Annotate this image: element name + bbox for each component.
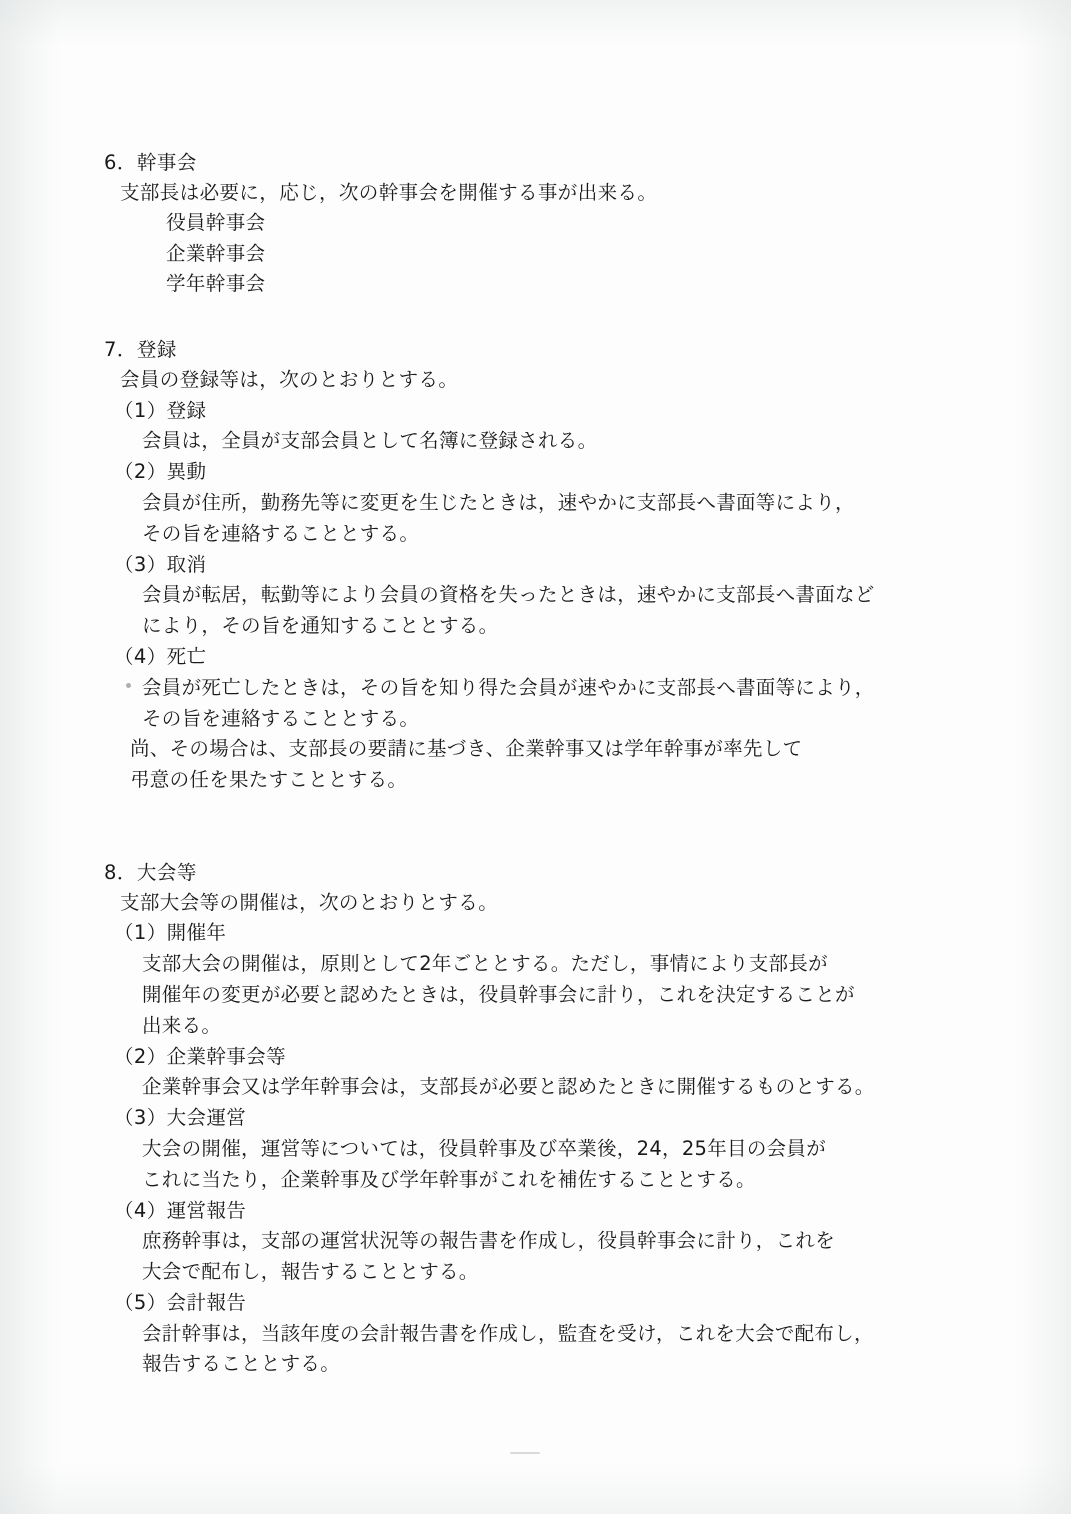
clause-item [104, 457, 984, 549]
clause-line: 大会の開催，運営等については，役員幹事及び卒業後，24，25年目の会員が [142, 1136, 827, 1160]
clause-line: 出来る。 [142, 1013, 222, 1037]
section-heading: 6．幹事会 [104, 151, 197, 174]
clause-item [104, 396, 984, 458]
clause-label: （2）企業幹事会等 [114, 1044, 287, 1068]
clause-line: 開催年の変更が必要と認めたときは，役員幹事会に計り，これを決定することが [142, 982, 855, 1006]
clause-label: （3）取消 [114, 552, 207, 576]
section-heading: 7．登録 [104, 338, 177, 362]
clause-label: （1）開催年 [114, 921, 227, 945]
section-note-line: 弔意の任を果たすこととする。 [130, 768, 408, 792]
clause-line: 会員が死亡したときは，その旨を知り得た会員が速やかに支部長へ書面等により， [142, 675, 875, 699]
scan-speck [510, 1452, 540, 1454]
clause-line: 支部大会の開催は，原則として2年ごととする。ただし，事情により支部長が [142, 952, 828, 976]
section-note-line: 尚、その場合は、支部長の要請に基づき、企業幹事又は学年幹事が率先して [130, 737, 803, 761]
list-item: 企業幹事会 [166, 241, 266, 265]
clause-line: これに当たり，企業幹事及び学年幹事がこれを補佐することとする。 [142, 1167, 756, 1191]
section-lead: 支部長は必要に，応じ，次の幹事会を開催する事が出来る。 [120, 181, 658, 205]
clause-label: （5）会計報告 [114, 1290, 247, 1314]
clause-line: 企業幹事会又は学年幹事会は，支部長が必要と認めたときに開催するものとする。 [142, 1075, 875, 1099]
clause-item [104, 550, 984, 642]
section-taikai [104, 858, 984, 1380]
clause-line: その旨を連絡することとする。 [142, 706, 420, 730]
clause-label: （1）登録 [114, 398, 207, 422]
section-spacer [104, 305, 984, 335]
section-heading: 8．大会等 [104, 860, 197, 884]
kanjikai-list [104, 208, 984, 299]
clause-label: （4）運営報告 [114, 1198, 247, 1222]
clause-item [104, 1042, 984, 1104]
clause-label: （3）大会運営 [114, 1106, 247, 1130]
clause-item [104, 1288, 984, 1380]
clause-line: 庶務幹事は，支部の運営状況等の報告書を作成し，役員幹事会に計り，これを [142, 1229, 836, 1253]
clause-label: （4）死亡 [114, 644, 207, 668]
clause-line: 報告することとする。 [142, 1352, 341, 1376]
clause-line: 会計幹事は，当該年度の会計報告書を作成し，監査を受け，これを大会で配布し， [142, 1321, 874, 1345]
scan-speck [126, 683, 131, 688]
clause-label: （2）異動 [114, 460, 207, 484]
section-lead: 会員の登録等は，次のとおりとする。 [120, 368, 459, 392]
clause-line: 会員が住所，勤務先等に変更を生じたときは，速やかに支部長へ書面等により， [142, 490, 855, 514]
section-spacer [104, 802, 984, 858]
clause-item [104, 1103, 984, 1195]
list-item: 役員幹事会 [166, 211, 266, 235]
section-kanjikai [104, 148, 984, 299]
section-lead: 支部大会等の開催は，次のとおりとする。 [120, 891, 499, 915]
clause-line: その旨を連絡することとする。 [142, 521, 420, 545]
clause-item [104, 642, 984, 734]
section-touroku [104, 335, 984, 796]
list-item: 学年幹事会 [166, 271, 266, 295]
clause-item [104, 1196, 984, 1288]
clause-line: により，その旨を通知することとする。 [142, 614, 499, 638]
clause-line: 会員は，全員が支部会員として名簿に登録される。 [142, 429, 598, 453]
document-body [104, 148, 984, 1386]
clause-line: 大会で配布し，報告することとする。 [142, 1260, 479, 1284]
clause-line: 会員が転居，転勤等により会員の資格を失ったときは，速やかに支部長へ書面など [142, 583, 875, 607]
clause-item [104, 918, 984, 1041]
